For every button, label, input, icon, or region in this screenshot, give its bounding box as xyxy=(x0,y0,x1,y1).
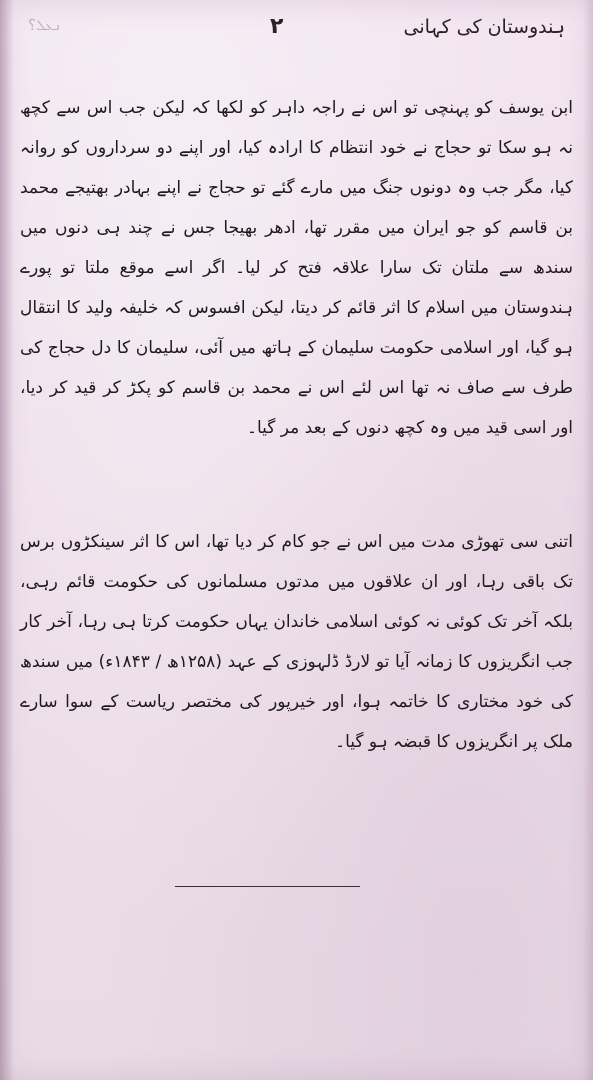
page-header xyxy=(20,14,573,54)
page-number: ۲ xyxy=(270,14,284,39)
running-title: ہندوستان کی کہانی xyxy=(403,16,565,38)
paragraph-2: اتنی سی تھوڑی مدت میں اس نے جو کام کر دیا تھا، اس کا اثر سینکڑوں برس تک باقی رہا، اور ان علاقوں میں مدتوں مسلمانوں کی حکومت قائم رہی، بلکہ آخر تک کوئی نہ کوئی اسلامی خاندان یہاں حکومت کرتا ہی رہا، آخر کار جب انگریزوں کا زمانہ آیا تو لارڈ ڈلہوزی کے عہد (۱۲۵۸ھ / ۱۸۴۳ء) میں سندھ کی خود مختاری کا خاتمہ ہوا، اور خیرپور کی مختصر ریاست کے سوا سارے ملک پر انگریزوں کا قبضہ ہو گیا۔ xyxy=(20,532,574,752)
end-divider-line xyxy=(175,886,360,887)
page-left-shadow xyxy=(0,0,14,1080)
faded-stamp: ܢܥܠ؟ xyxy=(28,16,62,34)
paragraph-1: ابن یوسف کو پہنچی تو اس نے راجہ داہر کو لکھا کہ لیکن جب اس سے کچھ نہ ہو سکا تو حجاج نے خود انتظام کا ارادہ کیا، اور اپنے دو سرداروں کو روانہ کیا، مگر جب وہ دونوں جنگ میں مارے گئے تو حجاج نے اپنے بہادر بھتیجے محمد بن قاسم کو جو ایران میں مقرر تھا، ادھر بھیجا جس نے چند ہی دنوں میں سندھ سے ملتان تک سارا علاقہ فتح کر لیا۔ اگر اسے موقع ملتا تو پورے ہندوستان میں اسلام کا اثر قائم کر دیتا، لیکن افسوس کہ خلیفہ ولید کا انتقال ہو گیا، اور اسلامی حکومت سلیمان کے ہاتھ میں آئی، سلیمان کا دل حجاج کی طرف سے صاف نہ تھا اس لئے اس نے محمد بن قاسم کو پکڑ کر قید کر دیا، اور اسی قید میں وہ کچھ دنوں کے بعد مر گیا۔ xyxy=(20,98,573,438)
page-right-shadow xyxy=(583,0,593,1080)
